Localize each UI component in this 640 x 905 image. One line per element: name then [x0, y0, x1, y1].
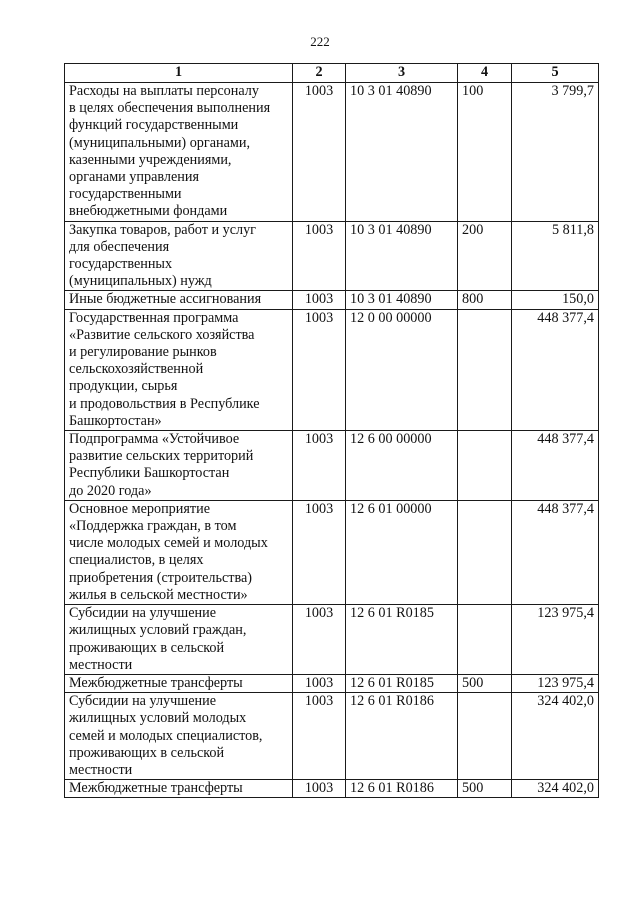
header-col-5: 5 — [512, 64, 599, 83]
row-amount: 5 811,8 — [512, 221, 599, 291]
table-row — [65, 309, 599, 430]
row-name-line: органами управления — [69, 169, 199, 186]
row-section: 1003 — [293, 291, 346, 309]
row-name-line: внебюджетными фондами — [69, 203, 228, 220]
row-amount: 324 402,0 — [512, 780, 599, 798]
row-name-line: специалистов, в целях — [69, 552, 204, 569]
header-col-1: 1 — [65, 64, 293, 83]
row-name-line: Субсидии на улучшение — [69, 605, 216, 622]
header-col-2: 2 — [293, 64, 346, 83]
row-name — [65, 309, 293, 430]
row-name — [65, 693, 293, 780]
row-name-line: и продовольствия в Республике — [69, 395, 260, 412]
row-name-line: проживающих в сельской — [69, 639, 225, 656]
row-target-code: 10 3 01 40890 — [346, 221, 458, 291]
row-name-line: (муниципальных) нужд — [69, 273, 212, 290]
row-target-code: 12 6 01 R0185 — [346, 674, 458, 692]
table-row — [65, 693, 599, 780]
row-section: 1003 — [293, 780, 346, 798]
row-name-line: (муниципальными) органами, — [69, 134, 251, 151]
row-name-line: до 2020 года» — [69, 482, 152, 499]
row-name-line: для обеспечения — [69, 238, 170, 255]
table-row — [65, 605, 599, 675]
row-amount: 3 799,7 — [512, 83, 599, 222]
row-name-line: Подпрограмма «Устойчивое — [69, 431, 240, 448]
row-target-code: 12 6 01 00000 — [346, 500, 458, 604]
table-row — [65, 221, 599, 291]
row-name-line: Расходы на выплаты персоналу — [69, 83, 259, 99]
row-name-line: местности — [69, 656, 133, 673]
row-name-line: сельскохозяйственной — [69, 361, 204, 378]
row-name-line: жилья в сельской местности» — [69, 586, 248, 603]
row-amount: 150,0 — [512, 291, 599, 309]
row-section: 1003 — [293, 221, 346, 291]
row-name — [65, 674, 293, 692]
row-name — [65, 431, 293, 501]
row-name-line: государственных — [69, 256, 173, 273]
row-amount: 448 377,4 — [512, 309, 599, 430]
row-expense-type: 500 — [458, 780, 512, 798]
row-expense-type — [458, 309, 512, 430]
row-name-line: приобретения (строительства) — [69, 569, 252, 586]
row-amount: 123 975,4 — [512, 674, 599, 692]
header-col-3: 3 — [346, 64, 458, 83]
row-name-line: Башкортостан» — [69, 412, 162, 429]
row-name-line: развитие сельских территорий — [69, 448, 254, 465]
row-name — [65, 605, 293, 675]
row-name-line: числе молодых семей и молодых — [69, 535, 268, 552]
row-target-code: 10 3 01 40890 — [346, 291, 458, 309]
row-name-line: продукции, сырья — [69, 378, 178, 395]
row-expense-type — [458, 693, 512, 780]
row-section: 1003 — [293, 605, 346, 675]
row-amount: 448 377,4 — [512, 500, 599, 604]
row-name — [65, 221, 293, 291]
header-col-4: 4 — [458, 64, 512, 83]
row-expense-type — [458, 605, 512, 675]
row-name-line: Основное мероприятие — [69, 500, 210, 517]
row-name-line: жилищных условий молодых — [69, 710, 247, 727]
header-row — [65, 64, 599, 83]
row-amount: 448 377,4 — [512, 431, 599, 501]
row-expense-type — [458, 500, 512, 604]
row-amount: 324 402,0 — [512, 693, 599, 780]
row-target-code: 12 0 00 00000 — [346, 309, 458, 430]
row-name-line: местности — [69, 761, 133, 778]
row-target-code: 10 3 01 40890 — [346, 83, 458, 222]
row-name-line: в целях обеспечения выполнения — [69, 100, 271, 117]
row-amount: 123 975,4 — [512, 605, 599, 675]
row-expense-type: 500 — [458, 674, 512, 692]
row-name-line: проживающих в сельской — [69, 744, 225, 761]
row-expense-type: 800 — [458, 291, 512, 309]
row-name-line: Иные бюджетные ассигнования — [69, 291, 262, 308]
row-name — [65, 500, 293, 604]
row-section: 1003 — [293, 674, 346, 692]
row-name-line: Закупка товаров, работ и услуг — [69, 221, 256, 238]
row-section: 1003 — [293, 693, 346, 780]
table-row — [65, 674, 599, 692]
table-row — [65, 780, 599, 798]
row-section: 1003 — [293, 500, 346, 604]
row-target-code: 12 6 01 R0185 — [346, 605, 458, 675]
row-section: 1003 — [293, 83, 346, 222]
row-section: 1003 — [293, 431, 346, 501]
row-name-line: семей и молодых специалистов, — [69, 727, 263, 744]
budget-table — [64, 63, 599, 798]
row-name — [65, 83, 293, 222]
table-row — [65, 83, 599, 222]
row-name-line: функций государственными — [69, 117, 239, 134]
row-name-line: Межбюджетные трансферты — [69, 780, 243, 797]
row-section: 1003 — [293, 309, 346, 430]
row-expense-type: 100 — [458, 83, 512, 222]
row-name-line: казенными учреждениями, — [69, 151, 232, 168]
table-row — [65, 500, 599, 604]
row-target-code: 12 6 00 00000 — [346, 431, 458, 501]
row-expense-type — [458, 431, 512, 501]
page-number: 222 — [310, 34, 330, 49]
row-name-line: Республики Башкортостан — [69, 465, 230, 482]
row-name-line: и регулирование рынков — [69, 344, 217, 361]
row-name — [65, 291, 293, 309]
row-target-code: 12 6 01 R0186 — [346, 693, 458, 780]
row-expense-type: 200 — [458, 221, 512, 291]
table-row — [65, 431, 599, 501]
row-name-line: Субсидии на улучшение — [69, 693, 216, 710]
row-name-line: Государственная программа — [69, 309, 239, 326]
table-row — [65, 291, 599, 309]
table-body — [65, 83, 599, 798]
row-target-code: 12 6 01 R0186 — [346, 780, 458, 798]
row-name-line: «Поддержка граждан, в том — [69, 518, 237, 535]
row-name — [65, 780, 293, 798]
row-name-line: «Развитие сельского хозяйства — [69, 326, 255, 343]
row-name-line: Межбюджетные трансферты — [69, 674, 243, 691]
row-name-line: государственными — [69, 186, 182, 203]
row-name-line: жилищных условий граждан, — [69, 622, 247, 639]
